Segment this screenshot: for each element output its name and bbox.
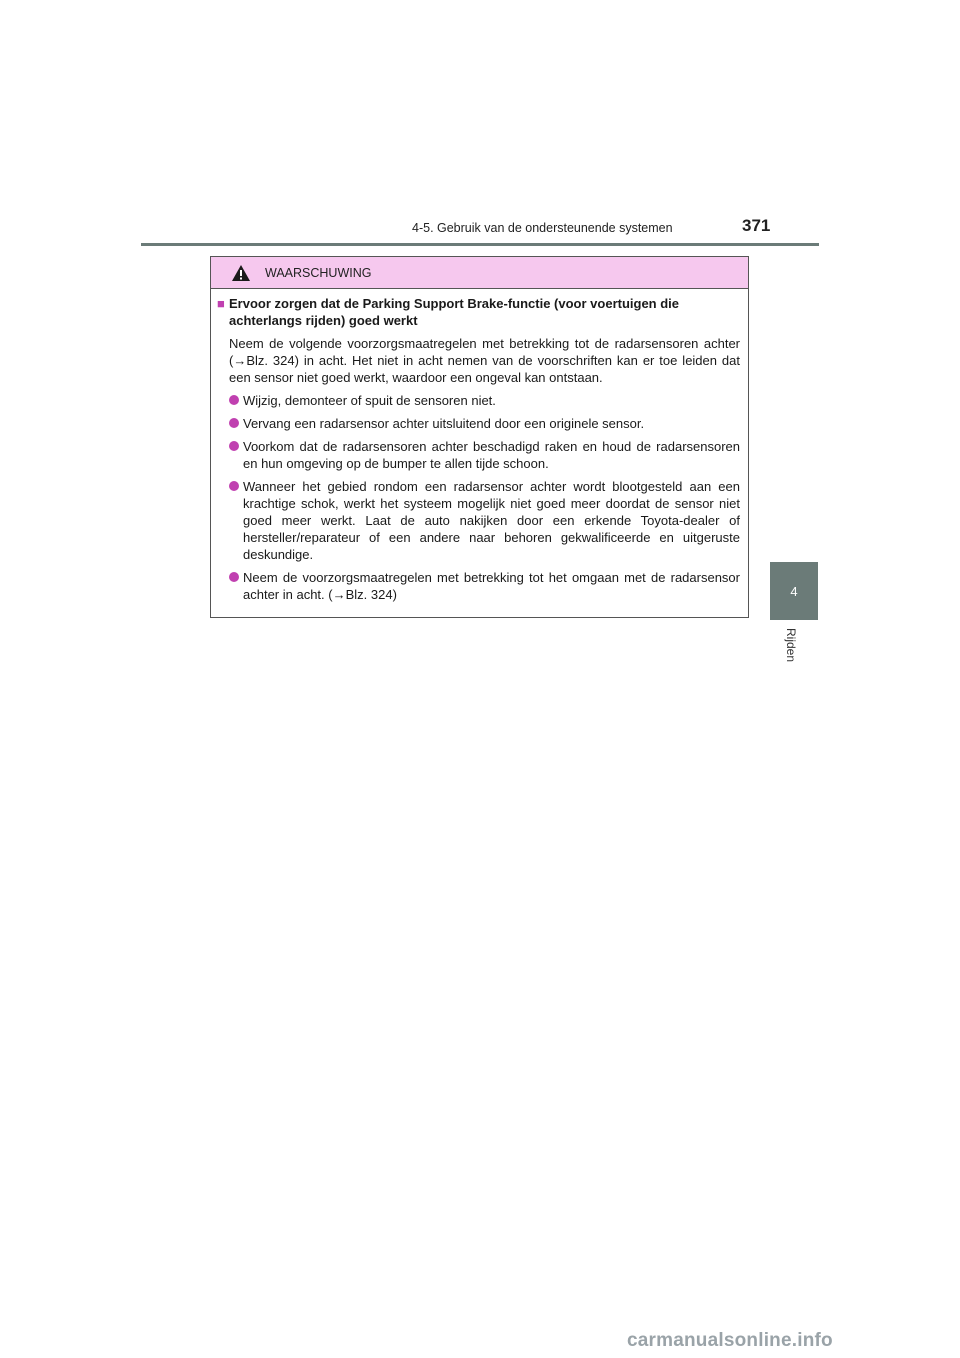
bullet-dot-icon	[229, 418, 239, 428]
list-item-text: Voorkom dat de radarsensoren achter beschadigd raken en houd de radarsensoren en hun omgeving op de bumper te allen tijde schoon.	[243, 439, 740, 471]
warning-body	[211, 289, 748, 603]
watermark[interactable]: carmanualsonline.info	[627, 1330, 833, 1351]
warning-heading	[217, 295, 740, 329]
warning-box	[210, 256, 749, 618]
page-number: 371	[742, 216, 771, 235]
list-item	[229, 415, 740, 432]
square-bullet-icon: ■	[217, 296, 225, 311]
bullet-dot-icon	[229, 481, 239, 491]
list-item	[229, 569, 740, 603]
warning-header	[211, 257, 748, 289]
warning-heading-text: Ervoor zorgen dat de Parking Support Brake-functie (voor voertuigen die achterlangs rijden) goed werkt	[229, 296, 680, 328]
list-item-text: Wanneer het gebied rondom een radarsensor achter wordt blootgesteld aan een krachtige schok, werkt het systeem mogelijk niet goed meer doordat de sensor niet goed meer werkt. Laat de auto nakijken door een erkende Toyota-dealer of hersteller/reparateur of een andere naar behoren gekwalificeerde en uitgeruste deskundige.	[243, 479, 740, 562]
warning-triangle-icon	[231, 264, 251, 282]
chapter-label: Rijden	[784, 628, 798, 663]
list-item	[229, 438, 740, 472]
list-item-text: Wijzig, demonteer of spuit de sensoren niet.	[243, 393, 496, 408]
bullet-dot-icon	[229, 572, 239, 582]
bullet-dot-icon	[229, 395, 239, 405]
list-item	[229, 392, 740, 409]
warning-title: WAARSCHUWING	[265, 265, 372, 280]
bullet-dot-icon	[229, 441, 239, 451]
chapter-number: 4	[790, 583, 798, 599]
chapter-tab[interactable]	[770, 562, 818, 620]
header-divider	[141, 243, 819, 246]
list-item-text: Neem de voorzorgsmaatregelen met betrekking tot het omgaan met de radarsensor achter in acht. (→Blz. 324)	[243, 570, 740, 602]
list-item	[229, 478, 740, 563]
section-title: 4-5. Gebruik van de ondersteunende systemen	[412, 221, 673, 235]
list-item-text: Vervang een radarsensor achter uitsluitend door een originele sensor.	[243, 416, 645, 431]
warning-intro: Neem de volgende voorzorgsmaatregelen met betrekking tot de radarsensoren achter (→Blz. 324) in acht. Het niet in acht nemen van de voorschriften kan er toe leiden dat een sensor niet goed werkt, waardoor een ongeval kan ontstaan.	[229, 336, 740, 385]
